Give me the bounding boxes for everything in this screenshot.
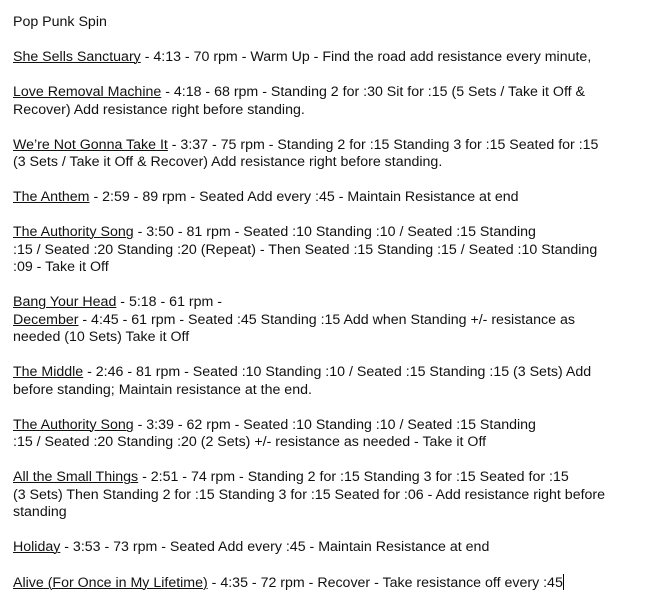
song-details: :15 / Seated :20 Standing :20 (Repeat) - Then Seated :15 Standing :15 / Seated :10 Standing [13,241,598,258]
song-details: (3 Sets / Take it Off & Recover) Add resistance right before standing. [13,154,443,170]
song-details: :09 - Take it Off [13,259,109,275]
song-entry [13,417,653,452]
song-entry [13,294,653,312]
song-details: - 4:35 - 72 rpm - Recover - Take resistance off every :45 [207,575,563,591]
song-details: - 3:53 - 73 rpm - Seated Add every :45 - Maintain Resistance at end [60,539,490,555]
song-entry [13,574,653,593]
document-body[interactable] [13,14,653,593]
song-details: - 2:59 - 89 rpm - Seated Add every :45 - Maintain Resistance at end [89,189,519,205]
song-title: The Authority Song [13,224,134,240]
song-details: (3 Sets) Then Standing 2 for :15 Standing 3 for :15 Seated for :06 - Add resistance right before [13,486,606,503]
song-details: - 4:45 - 61 rpm - Seated :45 Standing :15 Add when Standing +/- resistance as [78,311,575,328]
song-title: We’re Not Gonna Take It [13,136,168,153]
song-entry [13,469,653,522]
song-title: Love Removal Machine [13,84,162,100]
song-title: The Authority Song [13,416,134,433]
song-details: - 3:39 - 62 rpm - Seated :10 Standing :10 / Seated :15 Standing [133,416,536,433]
song-entry [13,312,653,347]
text-cursor [563,574,564,590]
song-entry [13,49,653,67]
song-entry [13,364,653,399]
song-title: The Anthem [13,189,90,205]
song-title: The Middle [13,364,84,380]
song-entry [13,224,653,277]
song-entry [13,137,653,172]
song-entry [13,189,653,207]
song-title: She Sells Sanctuary [13,49,141,65]
song-title: December [13,311,79,328]
song-details: standing [13,504,67,520]
song-title: Bang Your Head [13,294,117,310]
song-details: before standing; Maintain resistance at the end. [13,381,312,398]
song-title: Holiday [13,539,61,555]
song-details: - 2:51 - 74 rpm - Standing 2 for :15 Standing 3 for :15 Seated for :15 [138,469,569,485]
song-details: Recover) Add resistance right before standing. [13,101,305,118]
song-details: - 4:13 - 70 rpm - Warm Up - Find the road add resistance every minute, [140,49,592,65]
song-title: Alive (For Once in My Lifetime) [13,575,208,591]
song-entry [13,84,653,119]
document-title: Pop Punk Spin [13,14,107,30]
song-details: - 3:50 - 81 rpm - Seated :10 Standing :10 / Seated :15 Standing [133,224,536,240]
song-entry [13,539,653,557]
song-details: :15 / Seated :20 Standing :20 (2 Sets) +/- resistance as needed - Take it Off [13,434,487,450]
song-details: needed (10 Sets) Take it Off [13,329,190,345]
song-title: All the Small Things [13,469,139,485]
song-details: - 5:18 - 61 rpm - [116,294,222,310]
song-details: - 2:46 - 81 rpm - Seated :10 Standing :10 / Seated :15 Standing :15 (3 Sets) Add [83,364,592,380]
song-details: - 3:37 - 75 rpm - Standing 2 for :15 Standing 3 for :15 Seated for :15 [167,136,599,153]
song-details: - 4:18 - 68 rpm - Standing 2 for :30 Sit for :15 (5 Sets / Take it Off & [161,84,585,100]
